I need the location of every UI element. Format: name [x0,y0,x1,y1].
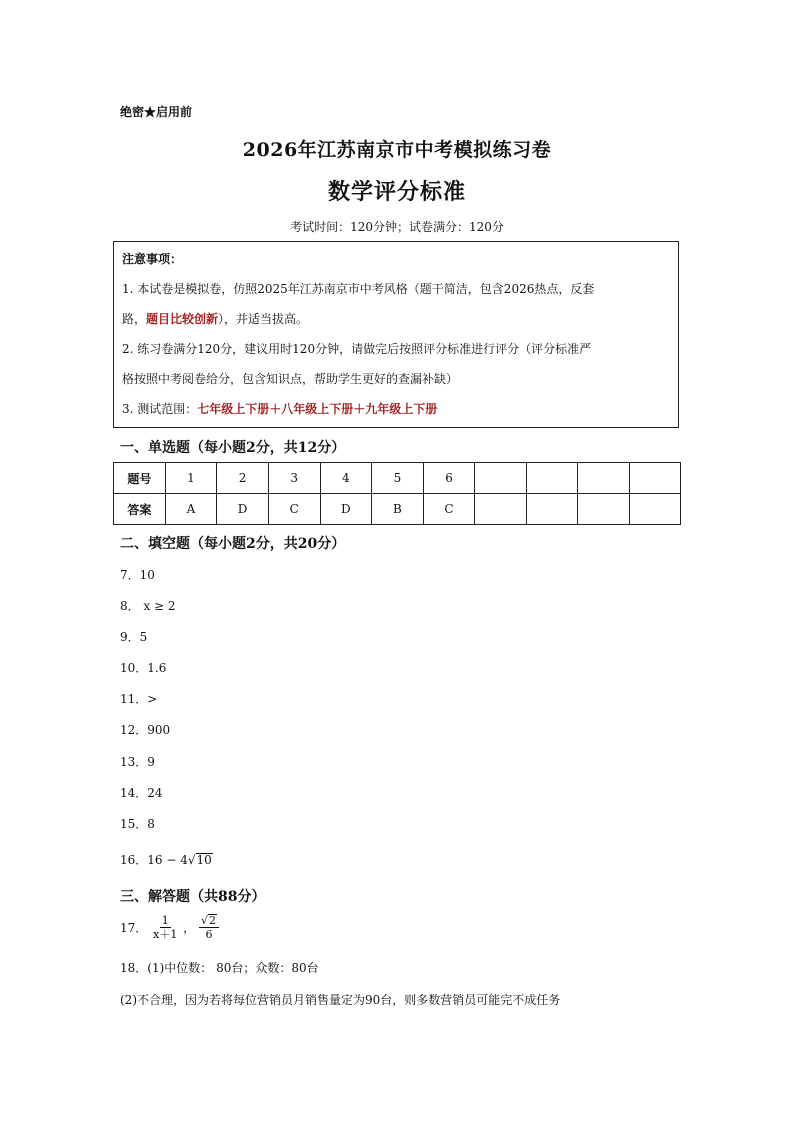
fraction-2-denominator: 6 [205,928,213,941]
section-3-title: 三、解答题（共88分） [120,889,266,905]
table-cell: C [268,494,320,525]
fraction-1 [151,914,179,941]
notice-item-2-cont: 格按照中考阅卷给分，包含知识点，帮助学生更好的查漏补缺） [122,372,459,386]
table-cell: 3 [268,463,320,494]
confidential-label: 绝密★启用前 [120,105,193,119]
answer-17 [120,914,219,941]
table-cell [578,463,629,494]
row-header-number: 题号 [114,463,166,494]
answer-17-label: 17． [120,921,148,935]
table-cell [526,494,577,525]
row-header-answer: 答案 [114,494,166,525]
fill-answer-16-prefix: 16．16 − 4 [120,853,188,867]
page-subtitle: 数学评分标准 [327,179,466,205]
page-title: 2026年江苏南京市中考模拟练习卷 [242,139,552,161]
table-cell: B [372,494,424,525]
answer-table [113,462,681,525]
table-cell [475,463,526,494]
table-cell: 1 [165,463,217,494]
sqrt-radicand: 10 [196,853,212,867]
fill-answer-11: 11．> [120,692,158,706]
sqrt-symbol: √ [200,914,208,927]
fill-answer-8: 8． x ≥ 2 [120,599,176,613]
table-cell: 2 [217,463,269,494]
table-cell: A [165,494,217,525]
table-cell [526,463,577,494]
fill-answer-9: 9．5 [120,630,148,644]
table-cell: 4 [320,463,372,494]
notice-item-3 [122,394,670,424]
notice-box [113,241,679,428]
notice-item-1-text-2: 路， [122,312,147,326]
fill-answer-16 [120,851,213,868]
notice-item-3-scope: 七年级上下册＋八年级上下册＋九年级上下册 [197,402,438,416]
fill-answer-7: 7．10 [120,568,155,582]
table-cell: D [320,494,372,525]
notice-item-1-highlight: 题目比较创新 [146,312,219,326]
notice-item-3-label: 3. 测试范围： [122,402,198,416]
table-cell [475,494,526,525]
answer-17-separator: ， [183,921,196,935]
exam-info: 考试时间：120分钟；试卷满分：120分 [290,220,504,234]
table-cell: 6 [423,463,475,494]
section-1-title: 一、单选题（每小题2分，共12分） [120,440,346,456]
answer-18-part-2: (2)不合理，因为若将每位营销员月销售量定为90台，则多数营销员可能完不成任务 [120,993,561,1007]
fraction-1-denominator: x＋1 [153,928,178,941]
table-cell [578,494,629,525]
table-cell [629,463,681,494]
table-cell: C [423,494,475,525]
notice-item-1 [122,274,670,304]
sqrt-symbol: √ [187,853,196,867]
fill-answer-13: 13．9 [120,755,155,769]
fraction-2-numerator [199,914,219,928]
fraction-1-numerator: 1 [161,914,169,927]
notice-heading: 注意事项： [122,252,183,266]
fill-answer-15: 15．8 [120,817,155,831]
fill-answer-14: 14．24 [120,786,163,800]
notice-item-1-text-3: ），并适当拔高。 [218,312,309,326]
section-2-title: 二、填空题（每小题2分，共20分） [120,536,346,552]
table-row [114,494,681,525]
notice-item-2: 2. 练习卷满分120分，建议用时120分钟，请做完后按照评分标准进行评分（评分标准严 [122,342,592,356]
fill-answer-12: 12．900 [120,723,171,737]
sqrt-radicand: 2 [209,914,216,927]
fraction-2 [199,914,219,941]
fill-answer-10: 10．1.6 [120,661,167,675]
table-cell: D [217,494,269,525]
table-cell [629,494,681,525]
table-cell: 5 [372,463,424,494]
answer-18-part-1: 18．(1)中位数： 80台；众数：80台 [120,961,319,975]
notice-item-1-text: 1. 本试卷是模拟卷，仿照2025年江苏南京市中考风格（题干简洁，包含2026热点，反套 [122,282,595,296]
table-row [114,463,681,494]
notice-item-1-cont [122,304,670,334]
